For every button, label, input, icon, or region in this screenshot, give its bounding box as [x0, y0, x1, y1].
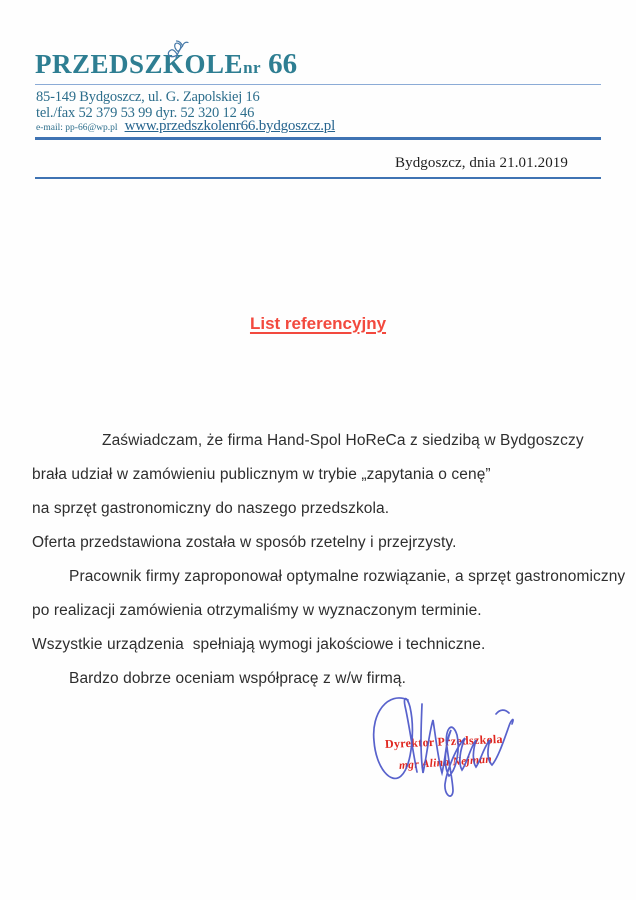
letterhead-phone: tel./fax 52 379 53 99 dyr. 52 320 12 46: [36, 105, 255, 121]
letterhead-address: 85-149 Bydgoszcz, ul. G. Zapolskiej 16: [36, 89, 260, 105]
letterhead-rule-bottom: [35, 177, 601, 179]
body-line: Oferta przedstawiona została w sposób rzetelny i przejrzysty.: [32, 534, 457, 551]
organization-name-nr: nr: [243, 58, 262, 77]
body-line: po realizacji zamówienia otrzymaliśmy w wyznaczonym terminie.: [32, 602, 482, 619]
body-line: Zaświadczam, że firma Hand-Spol HoReCa z siedzibą w Bydgoszczy: [102, 432, 584, 449]
letter-title: [0, 314, 636, 334]
body-line: Bardzo dobrze oceniam współpracę z w/w firmą.: [69, 670, 407, 687]
stamp-director-title: Dyrektor Przedszkola: [384, 731, 504, 751]
butterfly-icon: [163, 38, 191, 62]
organization-name: PRZEDSZKOLE: [35, 49, 244, 79]
body-line: na sprzęt gastronomiczny do naszego przedszkola.: [32, 500, 390, 517]
body-line: Wszystkie urządzenia spełniają wymogi jakościowe i techniczne.: [32, 636, 486, 653]
body-line: Pracownik firmy zaproponował optymalne rozwiązanie, a sprzęt gastronomiczny: [69, 568, 626, 585]
stamp-director-name: mgr Alina Nejman: [398, 753, 493, 772]
letterhead-contact-row: [36, 118, 335, 135]
letterhead-email: e-mail: pp-66@wp.pl: [36, 123, 118, 133]
letterhead-website-link: www.przedszkolenr66.bydgoszcz.pl: [124, 118, 336, 134]
letterhead-rule-thin: [35, 84, 601, 85]
letter-title-text: List referencyjny: [249, 314, 387, 333]
signature-block: [358, 683, 538, 805]
handwritten-signature: [358, 683, 538, 805]
body-line: brała udział w zamówieniu publicznym w trybie „zapytania o cenę”: [32, 466, 491, 483]
letter-body: [32, 424, 624, 696]
date-line: Bydgoszcz, dnia 21.01.2019: [395, 155, 568, 171]
organization-number: 66: [268, 48, 298, 80]
letterhead-rule-top: [35, 137, 601, 140]
